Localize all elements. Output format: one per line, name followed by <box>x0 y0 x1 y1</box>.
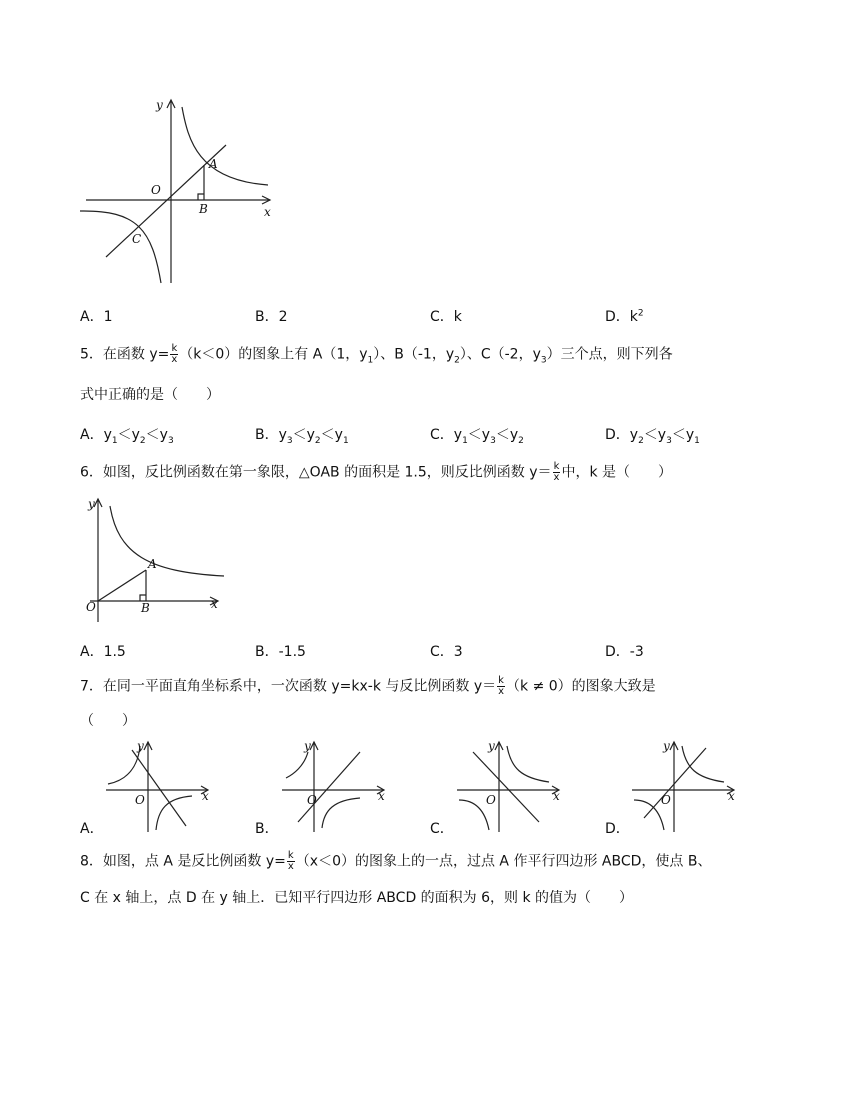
q6-option-b[interactable]: B．-1.5 <box>255 644 306 660</box>
svg-text:O: O <box>661 793 671 807</box>
q4-line-AC <box>106 145 226 257</box>
q5-prefix: 5．在函数 y= <box>80 346 170 363</box>
svg-text:x: x <box>378 789 385 803</box>
q8-suffix: （x＜0）的图象上的一点，过点 A 作平行四边形 ABCD，使点 B、 <box>295 853 712 870</box>
q4-option-d[interactable] <box>605 306 644 326</box>
q7-option-c[interactable]: C． <box>430 821 454 837</box>
q6-frac-num: k <box>553 461 560 472</box>
q7-c-hyperbola-q1 <box>507 746 549 782</box>
q4-option-d-text: D．k <box>605 309 638 325</box>
q5-option-d[interactable]: D．$y_2<y_3<y_1$ <box>605 427 700 446</box>
svg-text:O: O <box>135 793 145 807</box>
q5-option-c[interactable]: C．$y_1<y_3<y_2$ <box>430 427 524 446</box>
q5-sub3: 3 <box>540 355 547 366</box>
q7-suffix: （k ≠ 0）的图象大致是 <box>506 678 656 695</box>
q8-stem-line1 <box>80 851 711 872</box>
q7-d-hyperbola-q3 <box>634 800 664 830</box>
q4-hyperbola-q3 <box>80 211 161 283</box>
q5-stem-line2: 式中正确的是（ ） <box>80 387 220 403</box>
q5-fraction <box>170 344 178 365</box>
q5-option-a[interactable]: A．$y_1<y_2<y_3$ <box>80 427 174 446</box>
q7-graph-d[interactable] <box>630 738 740 834</box>
q4-label-x: x <box>264 205 271 219</box>
q6-option-d[interactable]: D．-3 <box>605 644 644 660</box>
q4-label-A: A <box>209 157 218 171</box>
svg-text:y: y <box>137 739 144 753</box>
svg-text:x: x <box>728 789 735 803</box>
q4-label-B: B <box>199 202 208 216</box>
q7-a-hyperbola-q4 <box>156 796 192 830</box>
q6-label-B: B <box>141 601 150 615</box>
q5-option-b[interactable]: B．$y_3<y_2<y_1$ <box>255 427 349 446</box>
q4-right-angle <box>198 194 204 200</box>
q7-c-line <box>473 752 539 822</box>
svg-text:O: O <box>307 793 317 807</box>
q7-fraction <box>497 676 505 697</box>
q4-option-a[interactable]: A．1 <box>80 309 113 325</box>
q4-option-c[interactable]: C．k <box>430 309 462 325</box>
svg-text:x: x <box>202 789 209 803</box>
q5-sub1: 1 <box>367 355 374 366</box>
q6-option-a[interactable]: A．1.5 <box>80 644 126 660</box>
q8-fraction <box>287 851 295 872</box>
q7-b-hyperbola-q1 <box>286 752 308 778</box>
svg-text:O: O <box>486 793 496 807</box>
q7-c-hyperbola-q3 <box>459 800 489 830</box>
q6-hyperbola <box>110 506 224 576</box>
q7-option-b[interactable]: B． <box>255 821 279 837</box>
q6-label-y: y <box>88 497 95 511</box>
q7-prefix: 7．在同一平面直角坐标系中，一次函数 y=kx-k 与反比例函数 y＝ <box>80 678 497 695</box>
q5-middle: （k＜0）的图象上有 A（1，y <box>179 346 368 363</box>
q8-prefix: 8．如图，点 A 是反比例函数 y= <box>80 853 286 870</box>
q8-frac-num: k <box>287 850 294 861</box>
svg-text:y: y <box>488 739 495 753</box>
q6-prefix: 6．如图，反比例函数在第一象限，△OAB 的面积是 1.5，则反比例函数 y＝ <box>80 464 552 481</box>
q5-suffix: ）三个点，则下列各 <box>546 346 673 363</box>
q7-frac-den: x <box>498 686 505 697</box>
q7-graph-b[interactable] <box>280 738 390 834</box>
q7-graph-c[interactable] <box>455 738 565 834</box>
q5-mid2: ）、B（-1，y <box>373 346 455 363</box>
q7-frac-num: k <box>498 675 504 686</box>
q7-stem-line1 <box>80 676 656 697</box>
q4-label-y: y <box>156 98 163 112</box>
q5-frac-num: k <box>171 343 178 354</box>
q4-label-C: C <box>132 232 142 246</box>
q7-stem-line2: （ ） <box>80 713 136 729</box>
q5-mid3: ）、C（-2，y <box>459 346 541 363</box>
q5-sub2: 2 <box>454 355 460 366</box>
svg-text:x: x <box>553 789 560 803</box>
q6-stem <box>80 462 672 483</box>
q4-label-O: O <box>151 183 161 197</box>
q6-option-c[interactable]: C．3 <box>430 644 463 660</box>
q6-fraction <box>553 462 561 483</box>
q7-option-d[interactable]: D． <box>605 821 630 837</box>
q4-figure <box>78 95 278 290</box>
q6-suffix: 中，k 是（ ） <box>561 464 673 481</box>
q7-a-hyperbola-q2 <box>108 746 140 784</box>
q6-figure <box>78 494 228 629</box>
q7-b-line <box>298 752 360 822</box>
q5-frac-den: x <box>171 354 178 365</box>
q7-d-line <box>644 748 706 818</box>
q6-label-x: x <box>211 597 218 611</box>
q6-label-O: O <box>86 600 96 614</box>
q4-option-d-sup: 2 <box>637 308 644 319</box>
q6-label-A: A <box>148 557 157 571</box>
q7-option-a[interactable]: A． <box>80 821 104 837</box>
q8-stem-line2: C 在 x 轴上，点 D 在 y 轴上．已知平行四边形 ABCD 的面积为 6，则 k 的值为（ ） <box>80 890 634 906</box>
svg-text:y: y <box>304 739 311 753</box>
q5-stem-line1 <box>80 344 673 370</box>
q7-graph-a[interactable] <box>104 738 214 834</box>
q4-option-b[interactable]: B．2 <box>255 309 288 325</box>
q8-frac-den: x <box>287 861 294 872</box>
q6-segment-OA <box>98 570 146 601</box>
svg-text:y: y <box>663 739 670 753</box>
q7-b-hyperbola-q3 <box>322 798 360 828</box>
q6-frac-den: x <box>553 472 560 483</box>
